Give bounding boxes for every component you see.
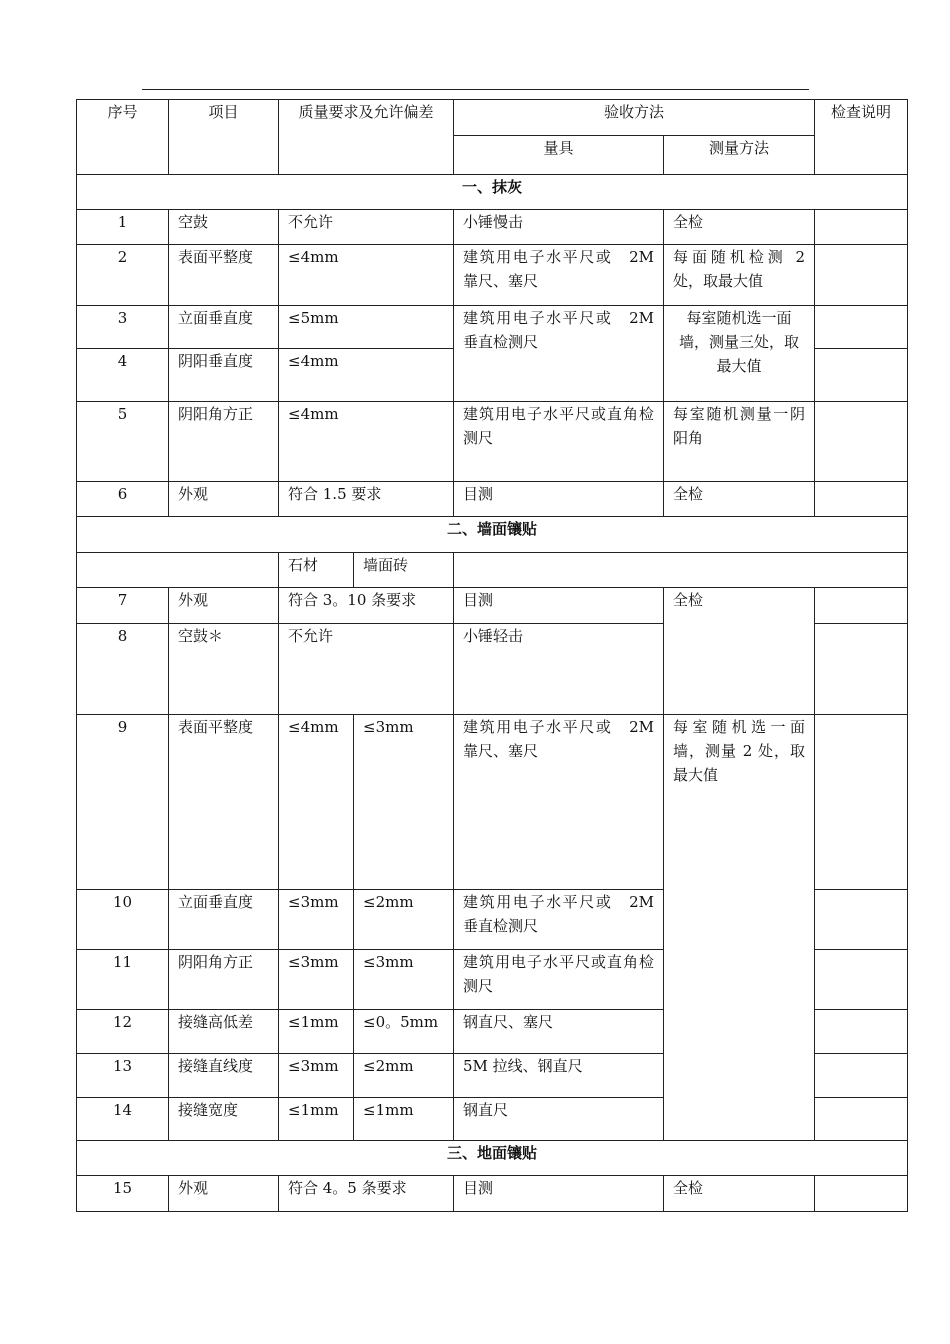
row-item: 接缝直线度	[169, 1054, 279, 1098]
row-item: 外观	[169, 482, 279, 517]
table-row	[77, 245, 908, 306]
row-tool: 建筑用电子水平尺或 2M 垂直检测尺	[454, 306, 664, 402]
row-tool: 小锤慢击	[454, 210, 664, 245]
row-item: 阴阳垂直度	[169, 349, 279, 402]
row-remark	[815, 1010, 908, 1054]
row-tool: 建筑用电子水平尺或直角检测尺	[454, 950, 664, 1010]
section-floor: 三、地面镶贴	[77, 1141, 908, 1176]
row-requirement: 符合 1.5 要求	[279, 482, 454, 517]
row-no: 12	[77, 1010, 169, 1054]
row-remark	[815, 715, 908, 890]
row-remark	[815, 1176, 908, 1212]
row-stone: ≤4mm	[279, 715, 354, 890]
header-method-group: 验收方法	[454, 100, 815, 136]
row-tool: 建筑用电子水平尺或 2M 靠尺、塞尺	[454, 715, 664, 890]
row-no: 15	[77, 1176, 169, 1212]
row-stone: ≤3mm	[279, 890, 354, 950]
row-tile: ≤3mm	[354, 950, 454, 1010]
row-remark	[815, 1098, 908, 1141]
row-remark	[815, 402, 908, 482]
row-stone: ≤3mm	[279, 1054, 354, 1098]
row-item: 外观	[169, 588, 279, 624]
row-tool: 建筑用电子水平尺或 2M 垂直检测尺	[454, 890, 664, 950]
table-row	[77, 1176, 908, 1212]
row-requirement: ≤4mm	[279, 245, 454, 306]
row-tool: 目测	[454, 482, 664, 517]
row-remark	[815, 482, 908, 517]
row-no: 7	[77, 588, 169, 624]
row-item: 外观	[169, 1176, 279, 1212]
row-remark	[815, 306, 908, 349]
row-item: 接缝宽度	[169, 1098, 279, 1141]
row-tool: 小锤轻击	[454, 624, 664, 715]
row-remark	[815, 588, 908, 624]
header-seq: 序号	[77, 100, 169, 175]
header-method: 测量方法	[664, 136, 815, 175]
row-no: 6	[77, 482, 169, 517]
row-method: 全检	[664, 588, 815, 715]
row-method: 全检	[664, 1176, 815, 1212]
row-tile: ≤3mm	[354, 715, 454, 890]
row-requirement: 符合 4。5 条要求	[279, 1176, 454, 1212]
subheader-row	[77, 553, 908, 588]
section-plaster: 一、抹灰	[77, 175, 908, 210]
row-item: 阴阳角方正	[169, 950, 279, 1010]
subheader-tile: 墙面砖	[354, 553, 454, 588]
table-row	[77, 482, 908, 517]
row-stone: ≤3mm	[279, 950, 354, 1010]
row-no: 10	[77, 890, 169, 950]
row-item: 空鼓	[169, 210, 279, 245]
row-no: 2	[77, 245, 169, 306]
row-remark	[815, 349, 908, 402]
row-tool: 建筑用电子水平尺或 2M 靠尺、塞尺	[454, 245, 664, 306]
row-remark	[815, 210, 908, 245]
row-stone: ≤1mm	[279, 1098, 354, 1141]
row-item: 空鼓＊	[169, 624, 279, 715]
row-remark	[815, 624, 908, 715]
row-tool: 建筑用电子水平尺或直角检测尺	[454, 402, 664, 482]
subheader-blank-right	[454, 553, 908, 588]
row-no: 3	[77, 306, 169, 349]
row-no: 1	[77, 210, 169, 245]
header-rule	[142, 89, 809, 90]
section-wall: 二、墙面镶贴	[77, 517, 908, 553]
row-item: 阴阳角方正	[169, 402, 279, 482]
table-row	[77, 588, 908, 624]
row-remark	[815, 245, 908, 306]
row-method: 每室随机测量一阴阳角	[664, 402, 815, 482]
row-tool: 目测	[454, 588, 664, 624]
row-requirement: 不允许	[279, 624, 454, 715]
row-no: 11	[77, 950, 169, 1010]
row-remark	[815, 1054, 908, 1098]
inspection-table	[76, 99, 908, 1212]
header-item: 项目	[169, 100, 279, 175]
subheader-blank	[77, 553, 279, 588]
row-method: 每面随机检测 2 处，取最大值	[664, 245, 815, 306]
header-row	[77, 100, 908, 136]
row-no: 14	[77, 1098, 169, 1141]
row-remark	[815, 890, 908, 950]
row-method: 全检	[664, 210, 815, 245]
row-no: 4	[77, 349, 169, 402]
section-row	[77, 517, 908, 553]
row-item: 立面垂直度	[169, 890, 279, 950]
row-item: 表面平整度	[169, 245, 279, 306]
table-row	[77, 715, 908, 890]
table-row	[77, 402, 908, 482]
header-quality: 质量要求及允许偏差	[279, 100, 454, 175]
row-method: 每室随机选一面墙，测量 2 处，取最大值	[664, 715, 815, 1141]
row-no: 13	[77, 1054, 169, 1098]
subheader-stone: 石材	[279, 553, 354, 588]
row-tile: ≤2mm	[354, 1054, 454, 1098]
row-requirement: 不允许	[279, 210, 454, 245]
row-method: 每室随机选一面墙，测量三处，取最大值	[664, 306, 815, 402]
row-requirement: ≤4mm	[279, 402, 454, 482]
header-remark: 检查说明	[815, 100, 908, 175]
row-no: 5	[77, 402, 169, 482]
row-tool: 目测	[454, 1176, 664, 1212]
section-row	[77, 175, 908, 210]
row-no: 9	[77, 715, 169, 890]
row-tool: 钢直尺、塞尺	[454, 1010, 664, 1054]
row-stone: ≤1mm	[279, 1010, 354, 1054]
row-tool: 钢直尺	[454, 1098, 664, 1141]
row-tile: ≤1mm	[354, 1098, 454, 1141]
row-requirement: ≤5mm	[279, 306, 454, 349]
row-item: 立面垂直度	[169, 306, 279, 349]
table-row	[77, 210, 908, 245]
row-item: 接缝高低差	[169, 1010, 279, 1054]
row-no: 8	[77, 624, 169, 715]
row-method: 全检	[664, 482, 815, 517]
row-requirement: ≤4mm	[279, 349, 454, 402]
row-remark	[815, 950, 908, 1010]
header-tool: 量具	[454, 136, 664, 175]
row-tool: 5M 拉线、钢直尺	[454, 1054, 664, 1098]
row-tile: ≤0。5mm	[354, 1010, 454, 1054]
row-requirement: 符合 3。10 条要求	[279, 588, 454, 624]
row-item: 表面平整度	[169, 715, 279, 890]
table-row	[77, 306, 908, 349]
row-tile: ≤2mm	[354, 890, 454, 950]
section-row	[77, 1141, 908, 1176]
